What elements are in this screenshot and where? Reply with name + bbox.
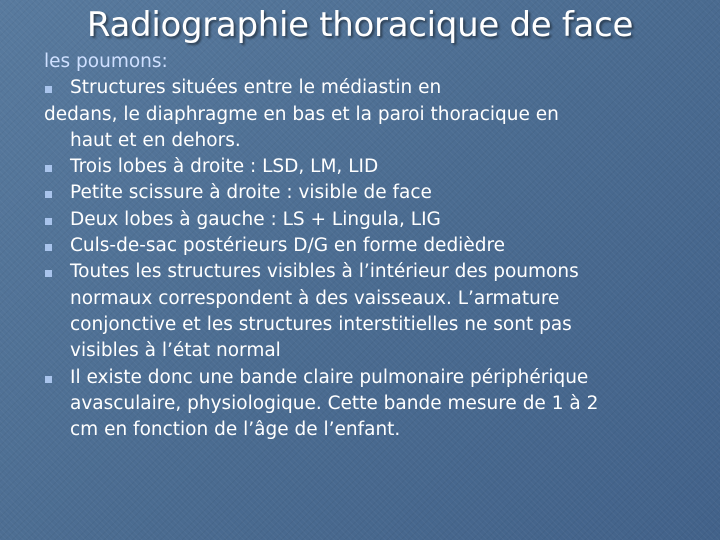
bullet-item-4: [44, 207, 704, 233]
square-bullet-icon: [45, 270, 52, 277]
slide-body: [44, 49, 704, 443]
bullet-text: Structures situées entre le médiastin en: [70, 77, 442, 99]
bullet-text: Deux lobes à gauche : LS + Lingula, LIG: [70, 208, 441, 230]
square-bullet-icon: [45, 165, 52, 172]
bullet-text: Toutes les structures visibles à l’intérieur des poumons: [70, 261, 579, 283]
bullet-item-7-line-1: [44, 365, 704, 391]
bullet-item-3: [44, 180, 704, 206]
bullet-item-2: [44, 154, 704, 180]
bullet-item-7-line-2: avasculaire, physiologique. Cette bande mesure de 1 à 2: [70, 392, 599, 414]
bullet-item-5: [44, 233, 704, 259]
square-bullet-icon: [45, 244, 52, 251]
square-bullet-icon: [45, 191, 52, 198]
bullet-item-6-line-3: conjonctive et les structures interstitielles ne sont pas: [70, 313, 572, 335]
section-heading: les poumons:: [44, 51, 168, 72]
bullet-text: Culs-de-sac postérieurs D/G en forme dedièdre: [70, 235, 506, 257]
square-bullet-icon: [45, 218, 52, 225]
bullet-item-1-line-3: haut et en dehors.: [70, 129, 241, 151]
bullet-item-1-line-1: [44, 75, 704, 101]
square-bullet-icon: [45, 86, 52, 93]
bullet-text: Petite scissure à droite : visible de face: [70, 182, 432, 204]
bullet-item-7-line-3: cm en fonction de l’âge de l’enfant.: [70, 419, 401, 441]
bullet-item-1-line-2: dedans, le diaphragme en bas et la paroi thoracique en: [44, 103, 559, 125]
bullet-text: Il existe donc une bande claire pulmonaire périphérique: [70, 366, 589, 388]
slide-title: Radiographie thoracique de face: [86, 5, 634, 45]
bullet-item-6-line-4: visibles à l’état normal: [70, 340, 281, 362]
bullet-text: Trois lobes à droite : LSD, LM, LID: [70, 156, 379, 178]
bullet-item-6-line-2: normaux correspondent à des vaisseaux. L’armature: [70, 287, 560, 309]
bullet-item-6-line-1: [44, 259, 704, 285]
square-bullet-icon: [45, 376, 52, 383]
